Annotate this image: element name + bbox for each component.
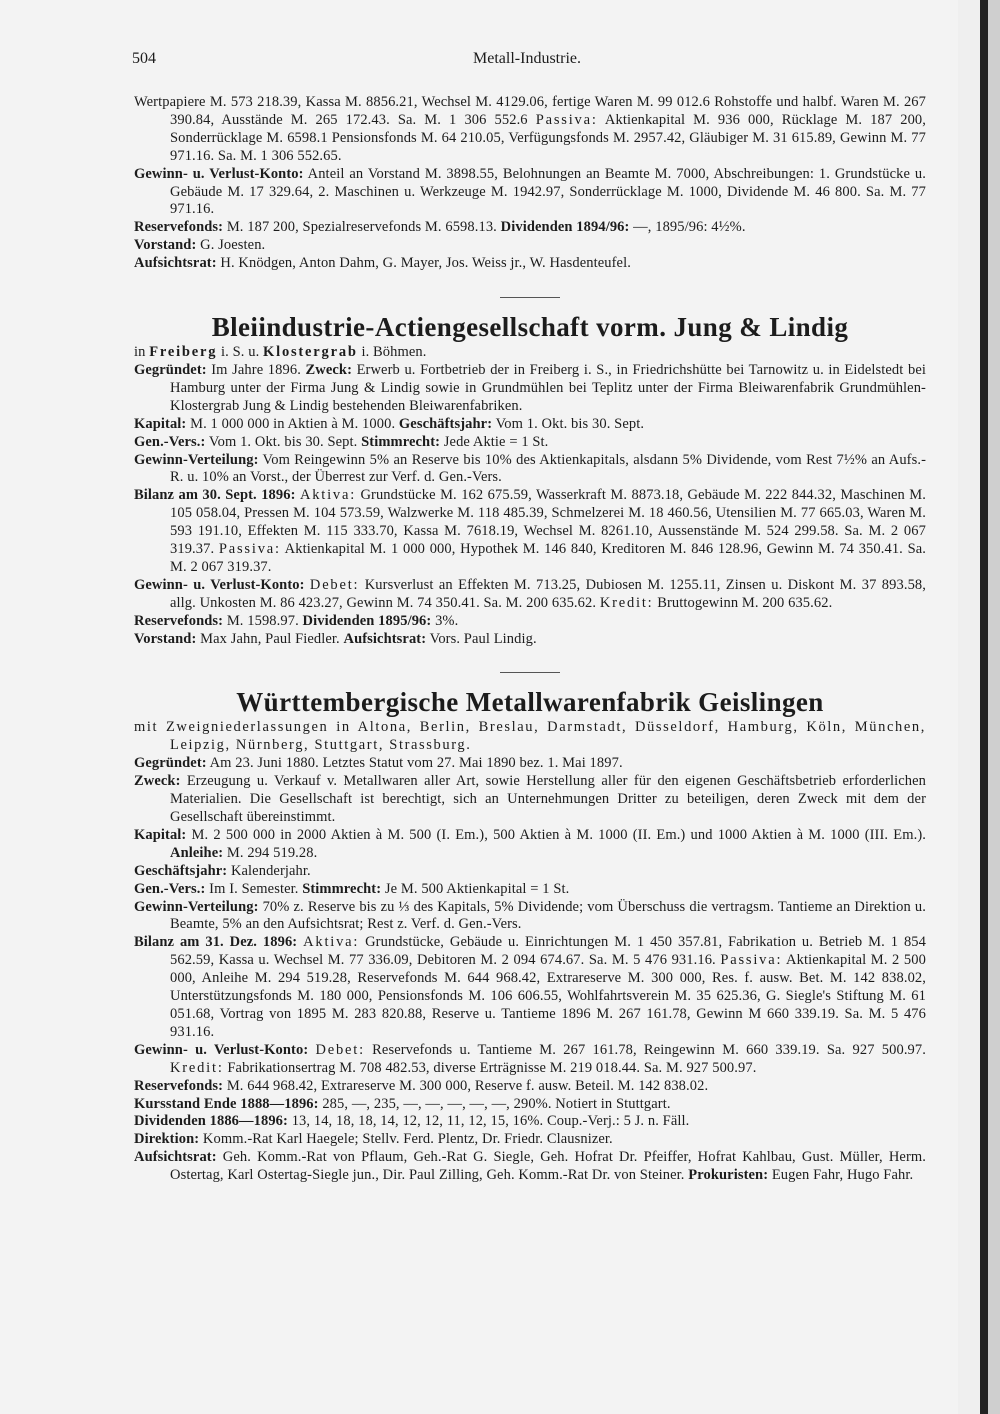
field-value: M. 187 200, Spezialreservefonds M. 6598.13. — [223, 219, 497, 236]
profit-distribution-paragraph — [134, 452, 926, 488]
section-divider — [500, 297, 560, 298]
field-label: Bilanz am 31. Dez. 1896: — [134, 934, 298, 951]
field-label: Gewinn- u. Verlust-Konto: — [134, 165, 304, 182]
field-value: Anteil an Vorstand M. 3898.55, Belohnungen an Beamte M. 7000, Abschreibungen: 1. Grundstücke u. Gebäude M. 17 329.64, 2. Maschinen u. Werkzeuge M. 1942.97, Sonderrücklage M. 1000, Dividende M. 46 800. Sa. M. 77 971.16. — [170, 165, 926, 218]
field-label: Zweck: — [305, 361, 353, 378]
passiva-label: Passiva: — [218, 541, 281, 558]
field-label: Kursstand Ende 1888—1896: — [134, 1095, 319, 1112]
field-label: Gewinn-Verteilung: — [134, 898, 259, 915]
field-label: Aufsichtsrat: — [134, 255, 217, 272]
field-label: Kapital: — [134, 826, 187, 843]
reserve-paragraph — [134, 219, 926, 237]
founded-paragraph — [134, 755, 926, 773]
field-label: Aufsichtsrat: — [343, 630, 427, 647]
purpose-paragraph — [134, 773, 926, 827]
field-label: Vorstand: — [134, 630, 197, 647]
field-value: H. Knödgen, Anton Dahm, G. Mayer, Jos. Weiss jr., W. Hasdenteufel. — [216, 255, 631, 272]
supervisory-paragraph — [134, 255, 926, 273]
field-label: Aufsichtsrat: — [134, 1149, 217, 1166]
field-label: Direktion: — [134, 1131, 200, 1148]
aktiva-label: Aktiva: — [303, 934, 360, 951]
field-label: Zweck: — [134, 773, 181, 790]
field-value: Grundstücke, Gebäude u. Einrichtungen M. 1 450 357.81, Fabrikation u. Betrieb M. 1 854 562.59, Kassa u. Wechsel M. 77 336.09, Debitoren M. 2 094 674.67. Sa. M. 5 476 931.16. — [170, 934, 926, 969]
field-value: Erzeugung u. Verkauf v. Metallwaren aller Art, sowie Herstellung aller für den eigenen Geschäftsbetrieb erforderlichen Materialien. Die Gesellschaft ist berechtigt, sich an Unternehmungen Dritter zu beteiligen, deren Zweck mit dem der Gesellschaft übereinstimmt. — [170, 773, 926, 825]
profit-loss-paragraph — [134, 1042, 926, 1078]
supervisory-paragraph — [134, 1149, 926, 1185]
field-value: Je M. 500 Aktienkapital = 1 St. — [381, 880, 570, 897]
balance-continuation — [134, 94, 926, 166]
text-line: Wertpapiere M. 573 218.39, Kassa M. 8856.21, Wechsel M. 4129.06, fertige Waren M. 99 012.6 — [134, 94, 710, 110]
reserve-paragraph — [134, 613, 926, 631]
field-label: Reservefonds: — [134, 1077, 224, 1094]
field-label: Gen.-Vers.: — [134, 433, 206, 450]
field-value: Aktienkapital M. 2 500 000, Anleihe M. 294 519.28, Reservefonds M. 644 968.42, Extrareserve M. 300 000, Res. f. ausw. Bet. M. 142 838.02, Unterstützungsfonds M. 180 000, Pensionsfonds M. 106 606.55, Wohlfahrtsverein M. 35 625.36, G. Siegle's Stiftung M. 61 051.68, Vortrag von 1895 M. 283 820.88, Reserve u. Tantieme 1896 M. 267 161.78, Gewinn M 660 339.19. Sa. M. 5 476 931.16. — [170, 952, 926, 1040]
field-value: Kursverlust an Effekten M. 713.25, Dubiosen M. 1255.11, Zinsen u. Diskont M. 37 893.58, allg. Unkosten M. 86 423.27, Gewinn M. 74 350.41. Sa. M. 200 635.62. — [170, 576, 926, 611]
field-label: Dividenden 1895/96: — [302, 612, 432, 629]
page-number: 504 — [132, 50, 156, 67]
field-value: M. 2 500 000 in 2000 Aktien à M. 500 (I. Em.), 500 Aktien à M. 1000 (II. Em.) und 1000 Aktien à M. 1000 (III. Em.). — [186, 826, 926, 843]
meeting-paragraph — [134, 881, 926, 899]
company-entry-wmf — [134, 685, 926, 1185]
field-value: 3%. — [431, 612, 459, 629]
kredit-label: Kredit: — [170, 1059, 224, 1076]
field-label: Bilanz am 30. Sept. 1896: — [134, 487, 296, 504]
company-subtitle — [134, 344, 926, 362]
field-label: Dividenden 1886—1896: — [134, 1113, 288, 1130]
field-label: Gewinn-Verteilung: — [134, 451, 259, 468]
debet-label: Debet: — [309, 576, 360, 593]
field-value: Reservefonds u. Tantieme M. 267 161.78, Reingewinn M. 660 339.19. Sa. 927 500.97. — [364, 1041, 926, 1058]
subtitle-text: i. S. u. — [217, 344, 264, 361]
field-value: M. 1 000 000 in Aktien à M. 1000. — [186, 415, 396, 432]
field-label: Gegründet: — [134, 361, 207, 378]
debet-label: Debet: — [315, 1041, 365, 1058]
city-name: Klostergrab — [263, 344, 358, 361]
field-label: Gewinn- u. Verlust-Konto: — [134, 576, 305, 593]
field-value: Komm.-Rat Karl Haegele; Stellv. Ferd. Plentz, Dr. Friedr. Clausnizer. — [199, 1131, 613, 1148]
field-value: Im Jahre 1896. — [206, 361, 301, 378]
text-line: Rohstoffe und halbf. Waren M. 267 390.84, Ausstände M. 265 172.43. Sa. M. 1 306 552.6 — [170, 94, 926, 128]
reserve-paragraph — [134, 1078, 926, 1096]
company-title: Bleiindustrie-Actiengesellschaft vorm. Jung & Lindig — [211, 312, 849, 343]
profit-distribution-paragraph — [134, 899, 926, 935]
field-label: Dividenden 1894/96: — [500, 219, 630, 236]
field-label: Reservefonds: — [134, 219, 224, 236]
field-label: Gewinn- u. Verlust-Konto: — [134, 1041, 309, 1058]
text-line: Pensionsfonds M. 64 210.05, Verfügungsfonds M. 2957.42, Gläubiger M. 31 615.89, Gewinn — [331, 129, 887, 146]
page-edge-shadow — [958, 0, 1000, 1414]
page-header — [132, 50, 922, 72]
field-label: Geschäftsjahr: — [398, 415, 493, 432]
page-content — [134, 94, 926, 1185]
field-value: 285, —, 235, —, —, —, —, —, 290%. Notiert in Stuttgart. — [318, 1095, 671, 1112]
section-divider — [500, 672, 560, 673]
board-paragraph — [134, 237, 926, 255]
running-title: Metall-Industrie. — [473, 50, 581, 67]
field-value: Vors. Paul Lindig. — [426, 630, 537, 647]
fiscal-year-paragraph — [134, 863, 926, 881]
subtitle-text: in — [134, 344, 150, 361]
passiva-label: Passiva: — [535, 111, 598, 128]
field-value: Fabrikationsertrag M. 708 482.53, diverse Erträgnisse M. 219 018.44. Sa. M. 927 500.97. — [223, 1059, 757, 1076]
field-label: Anleihe: — [170, 844, 224, 861]
subtitle-text: i. Böhmen. — [357, 344, 427, 361]
field-value: Vom 1. Okt. bis 30. Sept. — [205, 433, 358, 450]
dividends-paragraph — [134, 1113, 926, 1131]
field-value: Vom 1. Okt. bis 30. Sept. — [492, 415, 645, 432]
company-subtitle: mit Zweigniederlassungen in Altona, Berlin, Breslau, Darmstadt, Düsseldorf, Hamburg, Köln, München, Leipzig, Nürnberg, Stuttgart, Strassburg. — [134, 719, 926, 754]
text-line: Aktienkapital M. 936 000, Rücklage M. 187 200, Sonderrücklage M. 6598.1 — [170, 111, 926, 146]
profit-loss-paragraph — [134, 577, 926, 613]
capital-paragraph — [134, 827, 926, 863]
field-label: Kapital: — [134, 415, 187, 432]
field-value: Bruttogewinn M. 200 635.62. — [653, 594, 833, 611]
field-value: Erwerb u. Fortbetrieb der in Freiberg i. S., in Friedrichshütte bei Tarnowitz u. in Eidelstedt bei Hamburg unter der Firma Jung & Lindig sowie in Grundmühlen bei Teplitz unter der Firma Bleiwarenfabrik Grundmühlen-Klostergrab Jung & Lindig bestehenden Bleiwarenfabriken. — [170, 361, 926, 414]
field-label: Gegründet: — [134, 755, 207, 772]
field-label: Geschäftsjahr: — [134, 862, 228, 879]
field-value: Vom Reingewinn 5% an Reserve bis 10% des Aktienkapitals, alsdann 5% Dividende, vom Rest 7½% an Aufs.-R. u. 10% an Vorst., der Überrest zur Verf. d. Gen.-Vers. — [170, 451, 926, 486]
kredit-label: Kredit: — [599, 594, 654, 611]
field-label: Stimmrecht: — [361, 433, 441, 450]
profit-loss-paragraph — [134, 166, 926, 220]
previous-entry-continuation — [134, 94, 926, 273]
field-label: Vorstand: — [134, 237, 197, 254]
field-value: Geh. Komm.-Rat von Pflaum, Geh.-Rat G. Siegle, Geh. Hofrat Dr. Pfeiffer, Hofrat Kahlbau, Gust. Müller, Herm. Ostertag, Karl Ostertag-Siegle jun., Dir. Paul Zilling, Geh. Komm.-Rat Dr. von Steiner. — [170, 1149, 926, 1184]
passiva-label: Passiva: — [720, 952, 783, 969]
founded-paragraph — [134, 362, 926, 416]
field-value: Max Jahn, Paul Fiedler. — [196, 630, 340, 647]
company-entry-bleiindustrie — [134, 310, 926, 648]
field-value: Grundstücke M. 162 675.59, Wasserkraft M. 8873.18, Gebäude M. 222 844.32, Maschinen M. 105 058.04, Pressen M. 104 573.59, Walzwerke M. 118 485.39, Schmelzerei M. 18 460.56, Utensilien M. 77 665.03, Waren M. 593 191.10, Effekten M. 115 333.70, Kassa M. 7618.19, Wechsel M. 8261.10, Aussenstände M. 524 299.58. Sa. M. 2 067 319.37. — [170, 487, 926, 558]
field-value: Aktienkapital M. 1 000 000, Hypothek M. 146 840, Kreditoren M. 846 128.96, Gewinn M. 74 350.41. Sa. M. 2 067 319.37. — [170, 541, 926, 575]
price-paragraph — [134, 1096, 926, 1114]
field-value: M. 644 968.42, Extrareserve M. 300 000, Reserve f. ausw. Beteil. M. 142 838.02. — [223, 1077, 709, 1094]
text-line: M. 77 971.16. Sa. M. 1 306 552.65. — [170, 129, 926, 164]
board-paragraph — [134, 631, 926, 649]
balance-paragraph — [134, 934, 926, 1041]
field-value: Kalenderjahr. — [227, 862, 311, 879]
direction-paragraph — [134, 1131, 926, 1149]
field-value: 70% z. Reserve bis zu ⅓ des Kapitals, 5% Dividende; vom Überschuss die vertragsm. Tantieme an Direktion u. Beamte, 5% an den Aufsichtsrat; Rest z. Verf. d. Gen.-Vers. — [170, 898, 926, 933]
field-value: M. 1598.97. — [223, 612, 299, 629]
balance-paragraph — [134, 487, 926, 577]
field-value: Am 23. Juni 1880. Letztes Statut vom 27. Mai 1890 bez. 1. Mai 1897. — [206, 755, 623, 772]
company-title: Württembergische Metallwarenfabrik Geislingen — [236, 687, 824, 718]
field-label: Reservefonds: — [134, 612, 224, 629]
field-label: Stimmrecht: — [302, 880, 382, 897]
aktiva-label: Aktiva: — [299, 487, 357, 504]
field-value: 13, 14, 18, 18, 14, 12, 12, 11, 12, 15, 16%. Coup.-Verj.: 5 J. n. Fäll. — [287, 1113, 690, 1130]
field-value: M. 294 519.28. — [223, 844, 318, 861]
meeting-paragraph — [134, 434, 926, 452]
field-value: Jede Aktie = 1 St. — [440, 433, 549, 450]
city-name: Freiberg — [149, 344, 218, 361]
field-label: Gen.-Vers.: — [134, 880, 206, 897]
field-value: Im I. Semester. — [205, 880, 299, 897]
capital-paragraph — [134, 416, 926, 434]
field-value: —, 1895/96: 4½%. — [629, 219, 746, 236]
field-value: Eugen Fahr, Hugo Fahr. — [768, 1167, 914, 1184]
field-value: G. Joesten. — [196, 237, 266, 254]
field-label: Prokuristen: — [688, 1167, 769, 1184]
